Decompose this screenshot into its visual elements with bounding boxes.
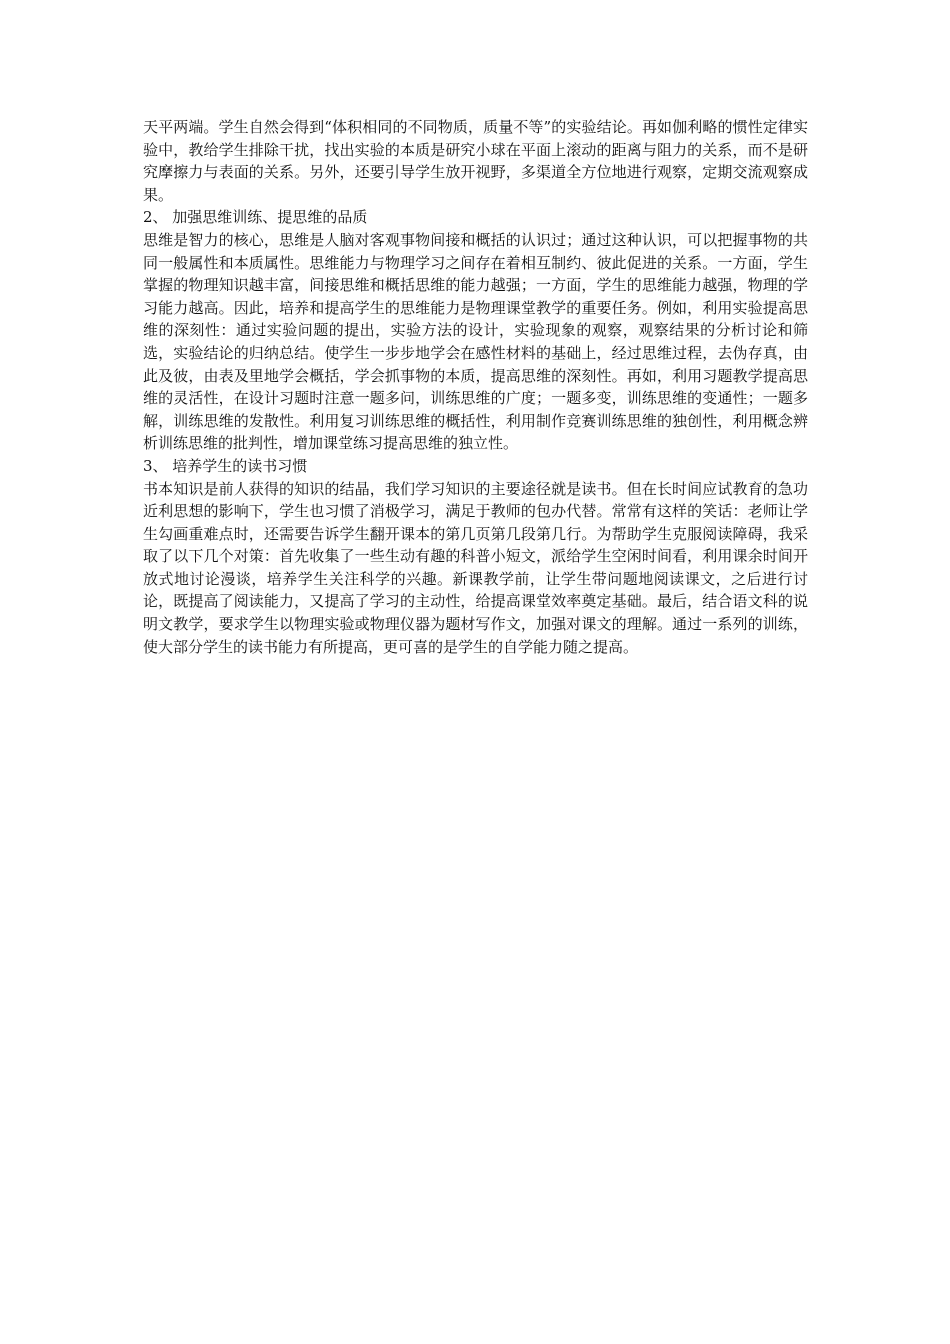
document-body (143, 116, 808, 658)
paragraph-experiment-observation: 天平两端。学生自然会得到“体积相同的不同物质，质量不等”的实验结论。再如伽利略的惯性定律实验中，教给学生排除干扰，找出实验的本质是研究小球在平面上滚动的距离与阻力的关系，而不是研究摩擦力与表面的关系。另外，还要引导学生放开视野，多渠道全方位地进行观察，定期交流观察成果。 (143, 118, 808, 204)
paragraph-thinking-training: 思维是智力的核心，思维是人脑对客观事物间接和概括的认识过；通过这种认识，可以把握事物的共同一般属性和本质属性。思维能力与物理学习之间存在着相互制约、彼此促进的关系。一方面，学生掌握的物理知识越丰富，间接思维和概括思维的能力越强；一方面，学生的思维能力越强，物理的学习能力越高。因此，培养和提高学生的思维能力是物理课堂教学的重要任务。例如，利用实验提高思维的深刻性：通过实验问题的提出，实验方法的设计，实验现象的观察，观察结果的分析讨论和筛选，实验结论的归纳总结。使学生一步步地学会在感性材料的基础上，经过思维过程，去伪存真，由此及彼，由表及里地学会概括，学会抓事物的本质，提高思维的深刻性。再如，利用习题教学提高思维的灵活性，在设计习题时注意一题多问，训练思维的广度；一题多变，训练思维的变通性；一题多解，训练思维的发散性。利用复习训练思维的概括性，利用制作竞赛训练思维的独创性，利用概念辨析训练思维的批判性，增加课堂练习提高思维的独立性。 (143, 230, 808, 453)
paragraph-reading-habits: 书本知识是前人获得的知识的结晶，我们学习知识的主要途径就是读书。但在长时间应试教育的急功近利思想的影响下，学生也习惯了消极学习，满足于教师的包办代替。常常有这样的笑话：老师让学生勾画重难点时，还需要告诉学生翻开课本的第几页第几段第几行。为帮助学生克服阅读障碍，我采取了以下几个对策：首先收集了一些生动有趣的科普小短文，派给学生空闲时间看，利用课余时间开放式地讨论漫谈，培养学生关注科学的兴趣。新课教学前，让学生带问题地阅读课文，之后进行讨论，既提高了阅读能力，又提高了学习的主动性，给提高课堂效率奠定基础。最后，结合语文科的说明文教学，要求学生以物理实验或物理仪器为题材写作文，加强对课文的理解。通过一系列的训练，使大部分学生的读书能力有所提高，更可喜的是学生的自学能力随之提高。 (143, 479, 808, 656)
section-heading-thinking-training: 2、 加强思维训练、提思维的品质 (143, 208, 368, 227)
section-heading-reading-habits: 3、 培养学生的读书习惯 (143, 456, 308, 475)
